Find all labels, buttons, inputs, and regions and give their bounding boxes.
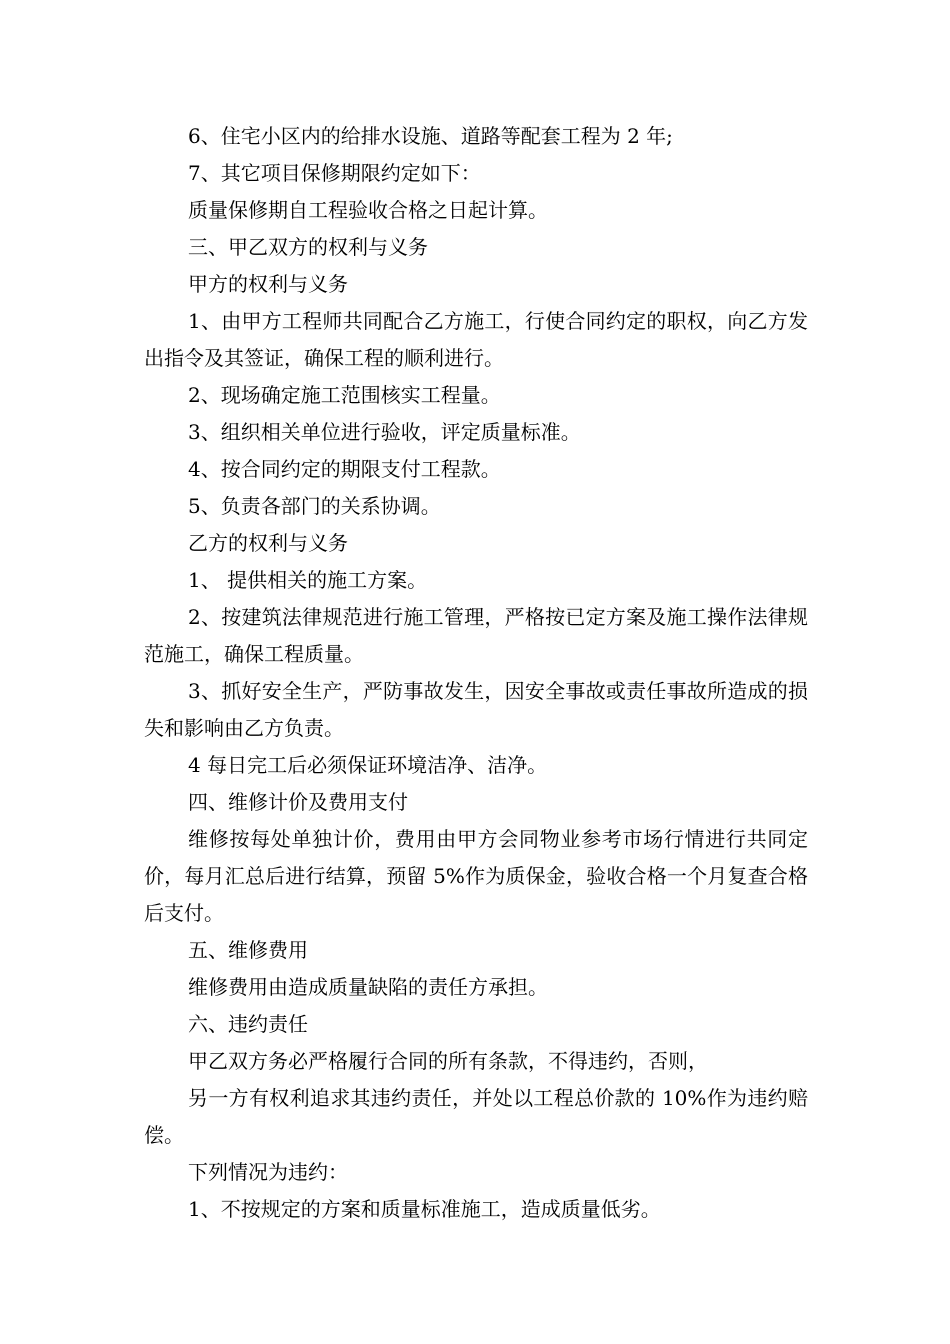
paragraph-1: 6、住宅小区内的给排水设施、道路等配套工程为 2 年; xyxy=(188,124,673,148)
paragraph-3: 质量保修期自工程验收合格之日起计算。 xyxy=(188,198,548,222)
section-heading-pricing: 四、维修计价及费用支付 xyxy=(188,790,408,814)
section-heading-breach: 六、违约责任 xyxy=(188,1012,308,1036)
paragraph-10: 5、负责各部门的关系协调。 xyxy=(188,494,441,518)
paragraph-2: 7、其它项目保修期限约定如下： xyxy=(188,161,481,185)
paragraph-9: 4、按合同约定的期限支付工程款。 xyxy=(188,457,501,481)
paragraph-8: 3、组织相关单位进行验收，评定质量标准。 xyxy=(188,420,581,444)
paragraph-13: 2、按建筑法律规范进行施工管理，严格按已定方案及施工操作法律规范施工，确保工程质量。 xyxy=(144,605,808,666)
paragraph-23: 下列情况为违约： xyxy=(188,1160,348,1184)
document-page xyxy=(144,118,808,1228)
subheading-party-b: 乙方的权利与义务 xyxy=(188,531,348,555)
paragraph-7: 2、现场确定施工范围核实工程量。 xyxy=(188,383,501,407)
paragraph-22: 另一方有权利追求其违约责任，并处以工程总价款的 10%作为违约赔偿。 xyxy=(144,1086,808,1147)
subheading-party-a: 甲方的权利与义务 xyxy=(188,272,348,296)
section-heading-repair-cost: 五、维修费用 xyxy=(188,938,308,962)
paragraph-17: 维修按每处单独计价，费用由甲方会同物业参考市场行情进行共同定价，每月汇总后进行结算，预留 5%作为质保金，验收合格一个月复查合格后支付。 xyxy=(144,827,808,925)
paragraph-6: 1、由甲方工程师共同配合乙方施工，行使合同约定的职权，向乙方发出指令及其签证，确保工程的顺利进行。 xyxy=(144,309,808,370)
paragraph-24: 1、不按规定的方案和质量标准施工，造成质量低劣。 xyxy=(188,1197,661,1221)
paragraph-19: 维修费用由造成质量缺陷的责任方承担。 xyxy=(188,975,548,999)
paragraph-15: 4 每日完工后必须保证环境洁净、洁净。 xyxy=(188,753,548,777)
paragraph-14: 3、抓好安全生产，严防事故发生，因安全事故或责任事故所造成的损失和影响由乙方负责。 xyxy=(144,679,808,740)
section-heading-rights-obligations: 三、甲乙双方的权利与义务 xyxy=(188,235,428,259)
paragraph-12: 1、 提供相关的施工方案。 xyxy=(188,568,428,592)
paragraph-21: 甲乙双方务必严格履行合同的所有条款，不得违约，否则， xyxy=(188,1049,708,1073)
